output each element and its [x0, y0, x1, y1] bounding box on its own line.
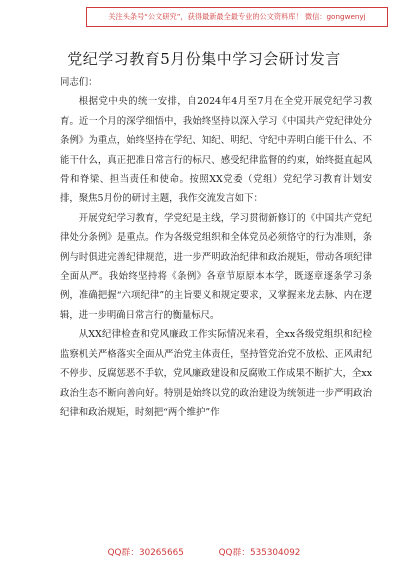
document-body — [60, 73, 372, 422]
salutation: 同志们： — [60, 77, 98, 88]
footer-contact — [0, 545, 408, 558]
qq-group-2: QQ群：535304092 — [218, 548, 301, 558]
document-title: 党纪学习教育5月份集中学习会研讨发言 — [67, 50, 341, 68]
body-paragraph: 从XX纪律检查和党风廉政工作实际情况来看，全xx各级党组织和纪检监察机关严格落实全面从严治党主体责任，坚持管党治党不放松、正风肃纪不停步、反腐惩恶不手软，党风廉政建设和反腐败工作成果不断扩大，全xx政治生态不断向善向好。特别是始终以党的政治建设为统领进一步严明政治纪律和政治规矩，时刻把“两个维护”作 — [60, 329, 372, 418]
body-paragraph: 开展党纪学习教育，学党纪是主线，学习贯彻新修订的《中国共产党纪律处分条例》是重点。作为各级党组织和全体党员必须恪守的行为准则，条例与时俱进完善纪律规范，进一步严明政治纪律和政治规矩，带动各项纪律全面从严。我始终坚持将《条例》各章节原原本本学，既逐章逐条学习条例，准确把握“六项纪律”的主旨要义和规定要求，又掌握来龙去脉、内在逻辑，进一步明确日常言行的衡量标尺。 — [60, 212, 372, 321]
body-paragraph: 根据党中央的统一安排，自2024年4月至7月在全党开展党纪学习教育。近一个月的深学细悟中，我始终坚持以深入学习《中国共产党纪律处分条例》为重点，始终坚持在学纪、知纪、明纪、守纪中弄明白能干什么、不能干什么，真正把准日常言行的标尺、感受纪律监督的约束，始终挺直起风骨和脊梁、担当责任和使命。按照XX党委（党组）党纪学习教育计划安排，聚焦5月份的研讨主题，我作交流发言如下： — [60, 96, 372, 205]
promo-banner: 关注头条号“公文研究”，获得最新最全最专业的公文资料库！ 微信：gongwenyj — [86, 7, 388, 27]
qq-group-1: QQ群：30265665 — [107, 548, 184, 558]
